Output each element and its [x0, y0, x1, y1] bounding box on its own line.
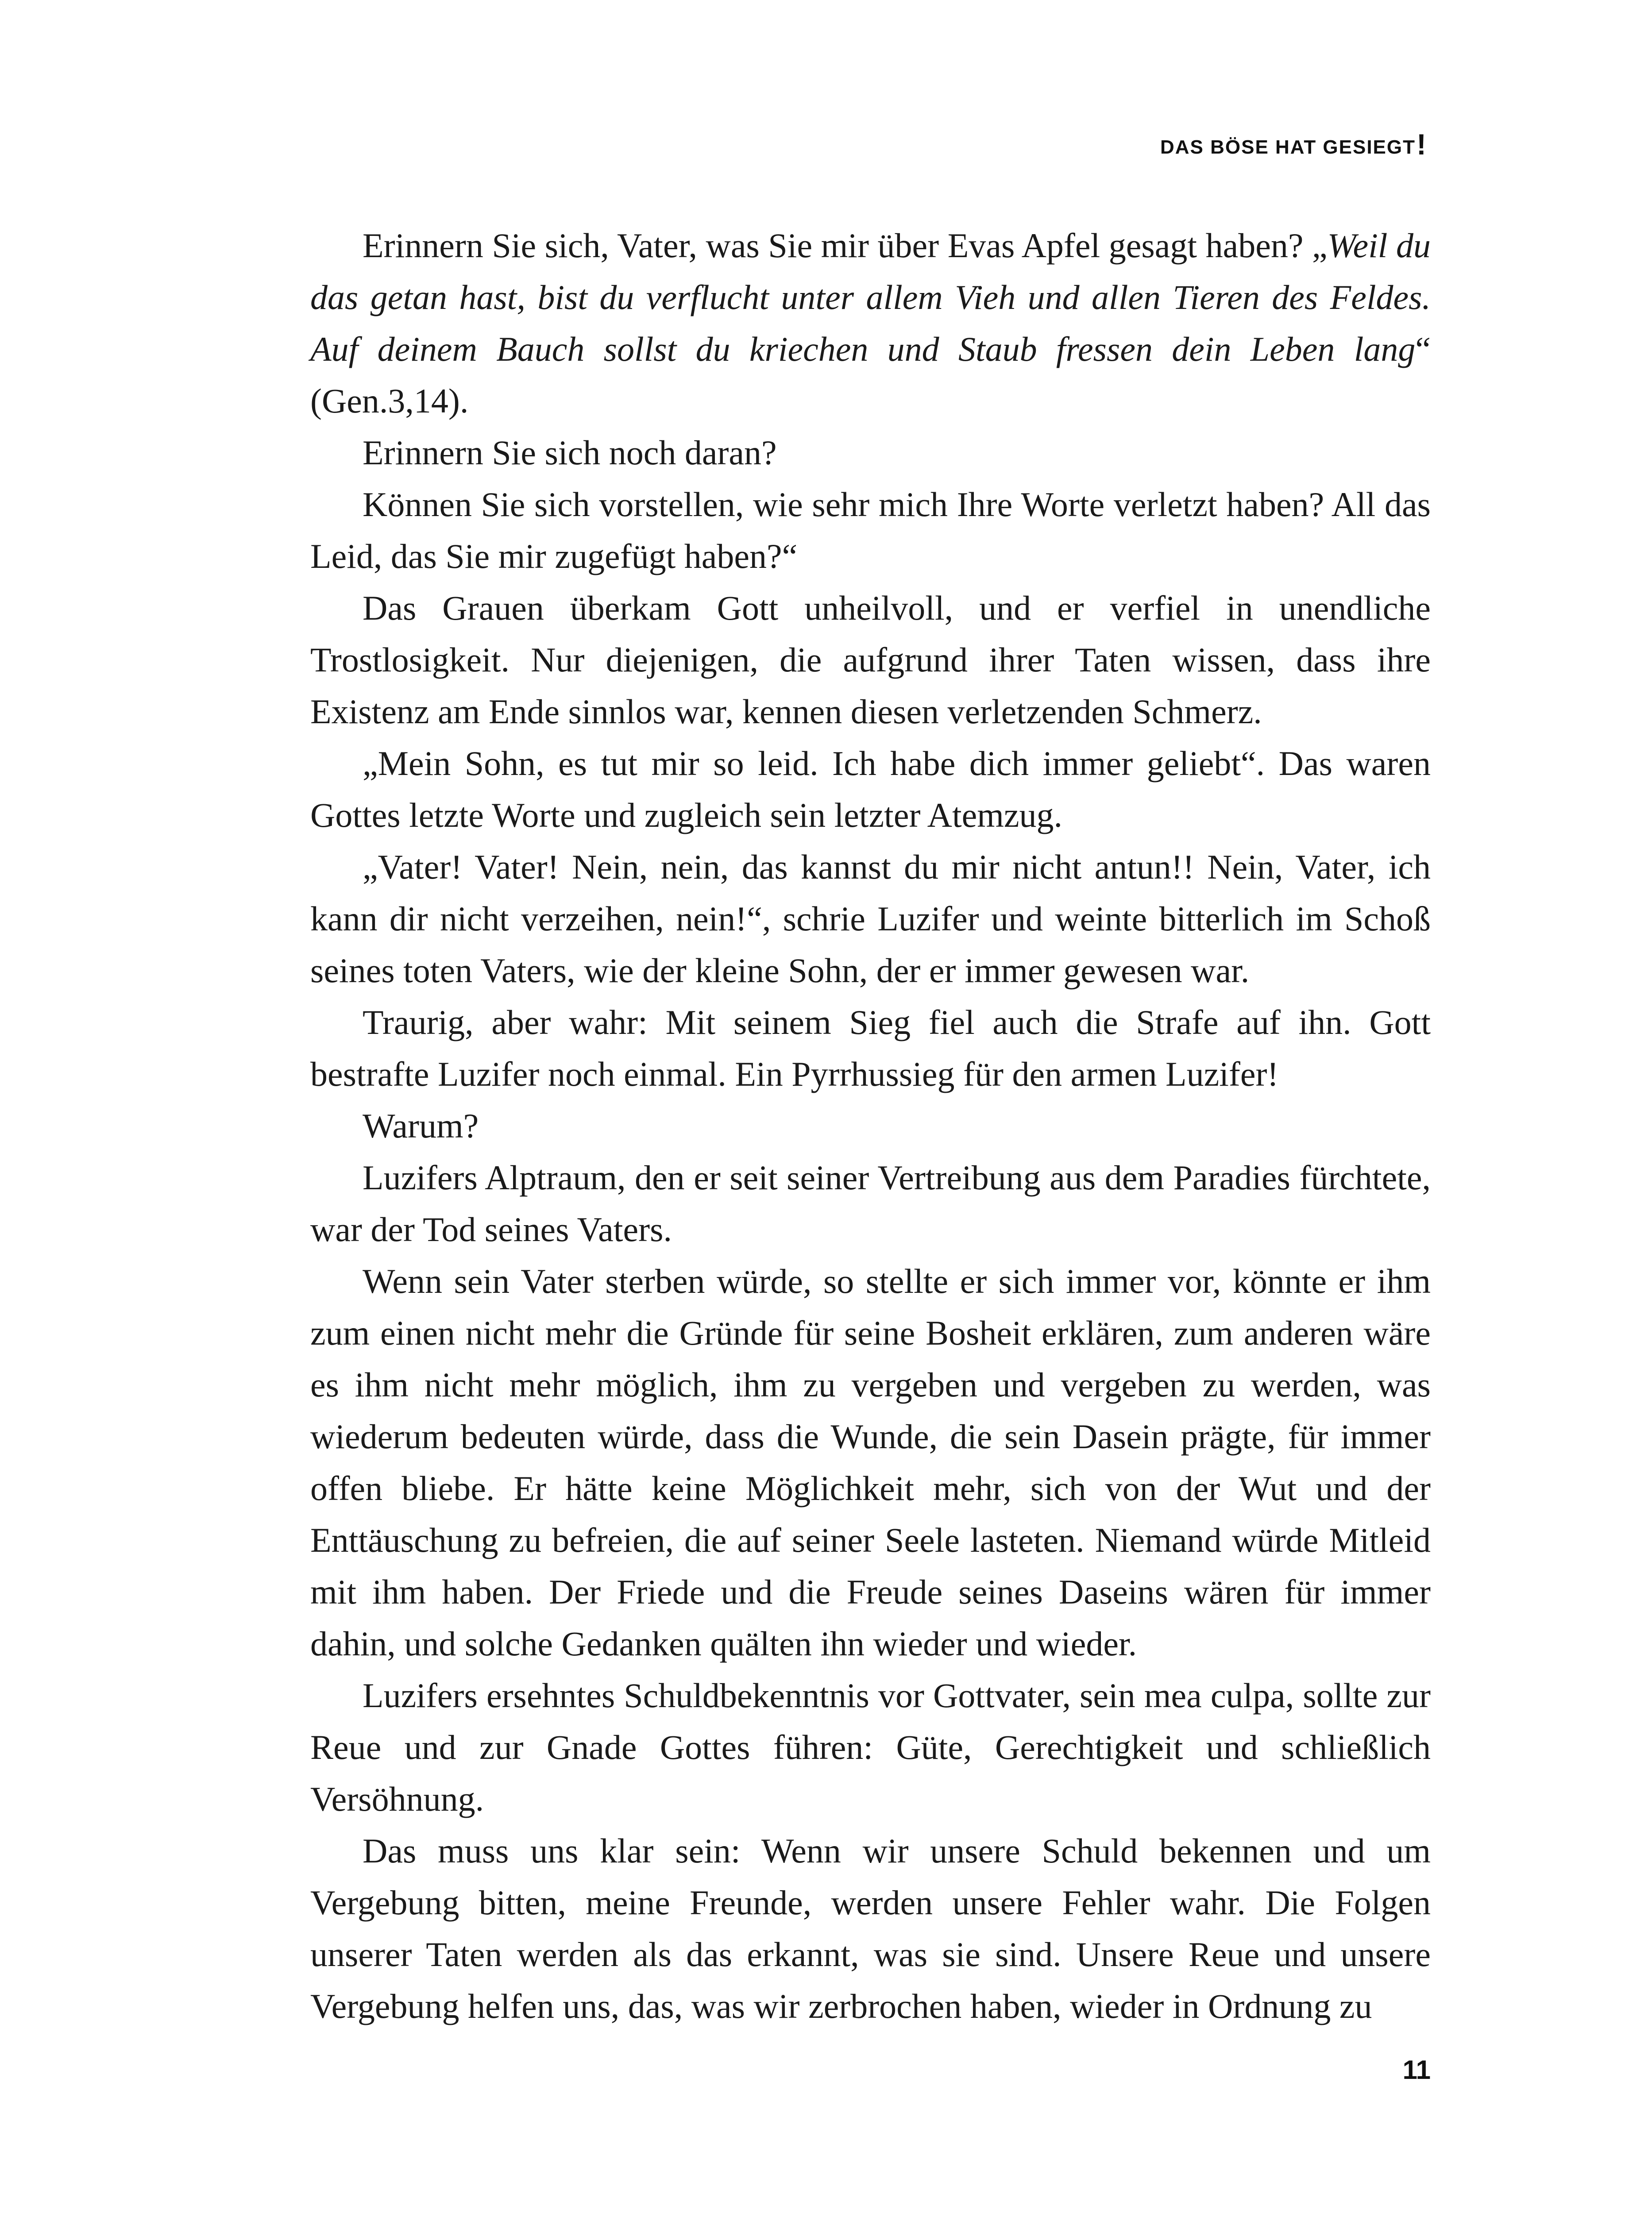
- bible-quote: Weil du das getan hast, bist du verflucht unter allem Vieh und allen Tieren des Feldes. Auf deinem Bauch sollst du kriechen und Staub fressen dein Leben lang: [310, 226, 1431, 368]
- paragraph-2: Erinnern Sie sich noch daran?: [363, 433, 777, 472]
- paragraph-1: [310, 220, 1431, 427]
- paragraph-9: Luzifers Alptraum, den er seit seiner Vertreibung aus dem Paradies fürchtete, war der Tod seines Vaters.: [310, 1158, 1431, 1249]
- paragraph-5: „Mein Sohn, es tut mir so leid. Ich habe dich immer geliebt“. Das waren Gottes letzte Worte und zugleich sein letzter Atemzug.: [310, 744, 1431, 834]
- page-number: 11: [1402, 2055, 1431, 2085]
- running-header: [1160, 127, 1427, 161]
- paragraph-12: Das muss uns klar sein: Wenn wir unsere Schuld bekennen und um Vergebung bitten, meine Freunde, werden unsere Fehler wahr. Die Folgen unserer Taten werden als das erkannt, was sie sind. Unsere Reue und unsere Vergebung helfen uns, das, was wir zerbrochen haben, wieder in Ordnung zu: [310, 1831, 1431, 2025]
- paragraph-11: Luzifers ersehntes Schuldbekenntnis vor Gottvater, sein mea culpa, sollte zur Reue und zur Gnade Gottes führen: Güte, Gerechtigkeit und schließlich Versöhnung.: [310, 1676, 1431, 1818]
- paragraph-10: Wenn sein Vater sterben würde, so stellte er sich immer vor, könnte er ihm zum einen nicht mehr die Gründe für seine Bosheit erklären, zum anderen wäre es ihm nicht mehr möglich, ihm zu vergeben und vergeben zu werden, was wiederum bedeuten würde, dass die Wunde, die sein Dasein prägte, für immer offen bliebe. Er hätte keine Möglichkeit mehr, sich von der Wut und der Enttäuschung zu befreien, die auf seiner Seele lasteten. Niemand würde Mitleid mit ihm haben. Der Friede und die Freude seines Daseins wären für immer dahin, und solche Gedanken quälten ihn wieder und wieder.: [310, 1262, 1431, 1663]
- paragraph-8: Warum?: [363, 1106, 479, 1145]
- paragraph-4: Das Grauen überkam Gott unheilvoll, und er verfiel in unendliche Trostlosigkeit. Nur diejenigen, die aufgrund ihrer Taten wissen, dass ihre Existenz am Ende sinnlos war, kennen diesen verletzenden Schmerz.: [310, 589, 1431, 731]
- running-header-title: DAS BÖSE HAT GESIEGT: [1160, 136, 1416, 158]
- paragraph-7: Traurig, aber wahr: Mit seinem Sieg fiel auch die Strafe auf ihn. Gott bestrafte Luzifer noch einmal. Ein Pyrrhussieg für den armen Luzifer!: [310, 1003, 1431, 1093]
- paragraph-1-lead: Erinnern Sie sich, Vater, was Sie mir über Evas Apfel gesagt haben? „: [363, 226, 1328, 265]
- paragraph-6: „Vater! Vater! Nein, nein, das kannst du mir nicht antun!! Nein, Vater, ich kann dir nicht verzeihen, nein!“, schrie Luzifer und weinte bitterlich im Schoß seines toten Vaters, wie der kleine Sohn, der er immer gewesen war.: [310, 848, 1431, 990]
- running-header-exclamation: !: [1417, 128, 1427, 161]
- body-text: [310, 220, 1431, 2032]
- paragraph-3: Können Sie sich vorstellen, wie sehr mich Ihre Worte verletzt haben? All das Leid, das Sie mir zugefügt haben?“: [310, 485, 1431, 575]
- paragraph-1-tail: “ (Gen.3,14).: [310, 330, 1431, 420]
